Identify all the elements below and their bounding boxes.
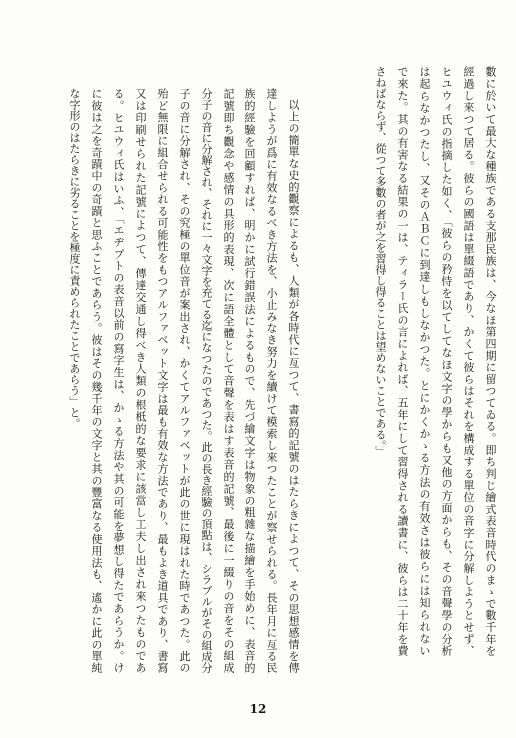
text-column: で來た。其の有害なる結果の一は、ティラー氏の言によれば、五年にして習得される讀書に、彼らは二十年を費 bbox=[396, 66, 409, 656]
text-column: 殆ど無限に組合せられる可能性をもつアルファベット文字は最も有效な方法であり、最もよき道具であり、書寫 bbox=[156, 88, 169, 673]
text-column: 記號即ち觀念や感情の具形的表現、次に語全體として音聲を表はす表音的記號、最後に一綴りの音をその組成 bbox=[222, 88, 235, 673]
text-column: 分子の音に分解され、それに一々文字を充てる迄になつたのであつた。此の長き經驗の頂點は、シラブルがその組成分 bbox=[200, 88, 213, 673]
page-number: 12 bbox=[249, 702, 267, 716]
text-column: 以上の簡單な史的觀察によるも、人類が各時代に亙つて、書寫的記號のはたらきによつて、その思想感情を傳 bbox=[287, 99, 300, 673]
text-column: ヒユウィ氏の指摘した如く、「彼らの矜恃を以てしてなほ文字の學からも又他の方面からも、その音聲學の分析 bbox=[440, 66, 453, 656]
text-column: 子の音に分解され、その究極の單位音が案出され、かくてアルファベットが此の世に現はれた時であつた。此の bbox=[178, 88, 191, 673]
text-column: に彼は之を奇蹟中の奇蹟と思ふことであらう。彼はその幾千年の文字と其の豐富なる使用法も、遙かに此の單純 bbox=[90, 88, 103, 673]
text-column: る。ヒユウィ氏はいふ、「エヂプトの表音以前の寫字生は、かゝる方法や其の可能を夢想し得たであらうか。け bbox=[112, 88, 125, 673]
text-column: 族的經驗を回顧すれば、明かに試行錯誤法によるもので、先づ繪文字は物象の粗雜な描繪を手始めに、表音的 bbox=[243, 88, 256, 673]
text-column: 達しようが爲に有效なるべき方法を、小止みなき努力を續けて模索し來つたことが察せられる。長年月に亙る民 bbox=[265, 88, 278, 673]
text-column: 又は印刷せられた記號によつて、傳達交通し得べき人類の根柢的な要求に該當し工夫し出され來つたものであ bbox=[134, 88, 147, 673]
text-column: は起らなかつたし、又そのＡＢＣに到達しもしなかつた。とにかくかゝる方法の有效さは彼らには知られない bbox=[418, 66, 431, 656]
text-column: な字形のはたらきに劣ることを極度に責められたことであらう」と。 bbox=[68, 88, 81, 429]
text-column: さねばならず、從つて多數の者が之を習得し得ることは望めないことである。」 bbox=[374, 66, 387, 457]
text-column: 數に於いて最大な種族である支那民族は、今なほ第四期に留つてゐる。即ち判じ繪式表音時代のまゝで數千年を bbox=[484, 66, 497, 656]
text-column: 經過し來つて居る。彼らの國語は單綴語であり、かくて彼らはそれを構成する單位の音字に分解しようとせず、 bbox=[462, 66, 475, 656]
